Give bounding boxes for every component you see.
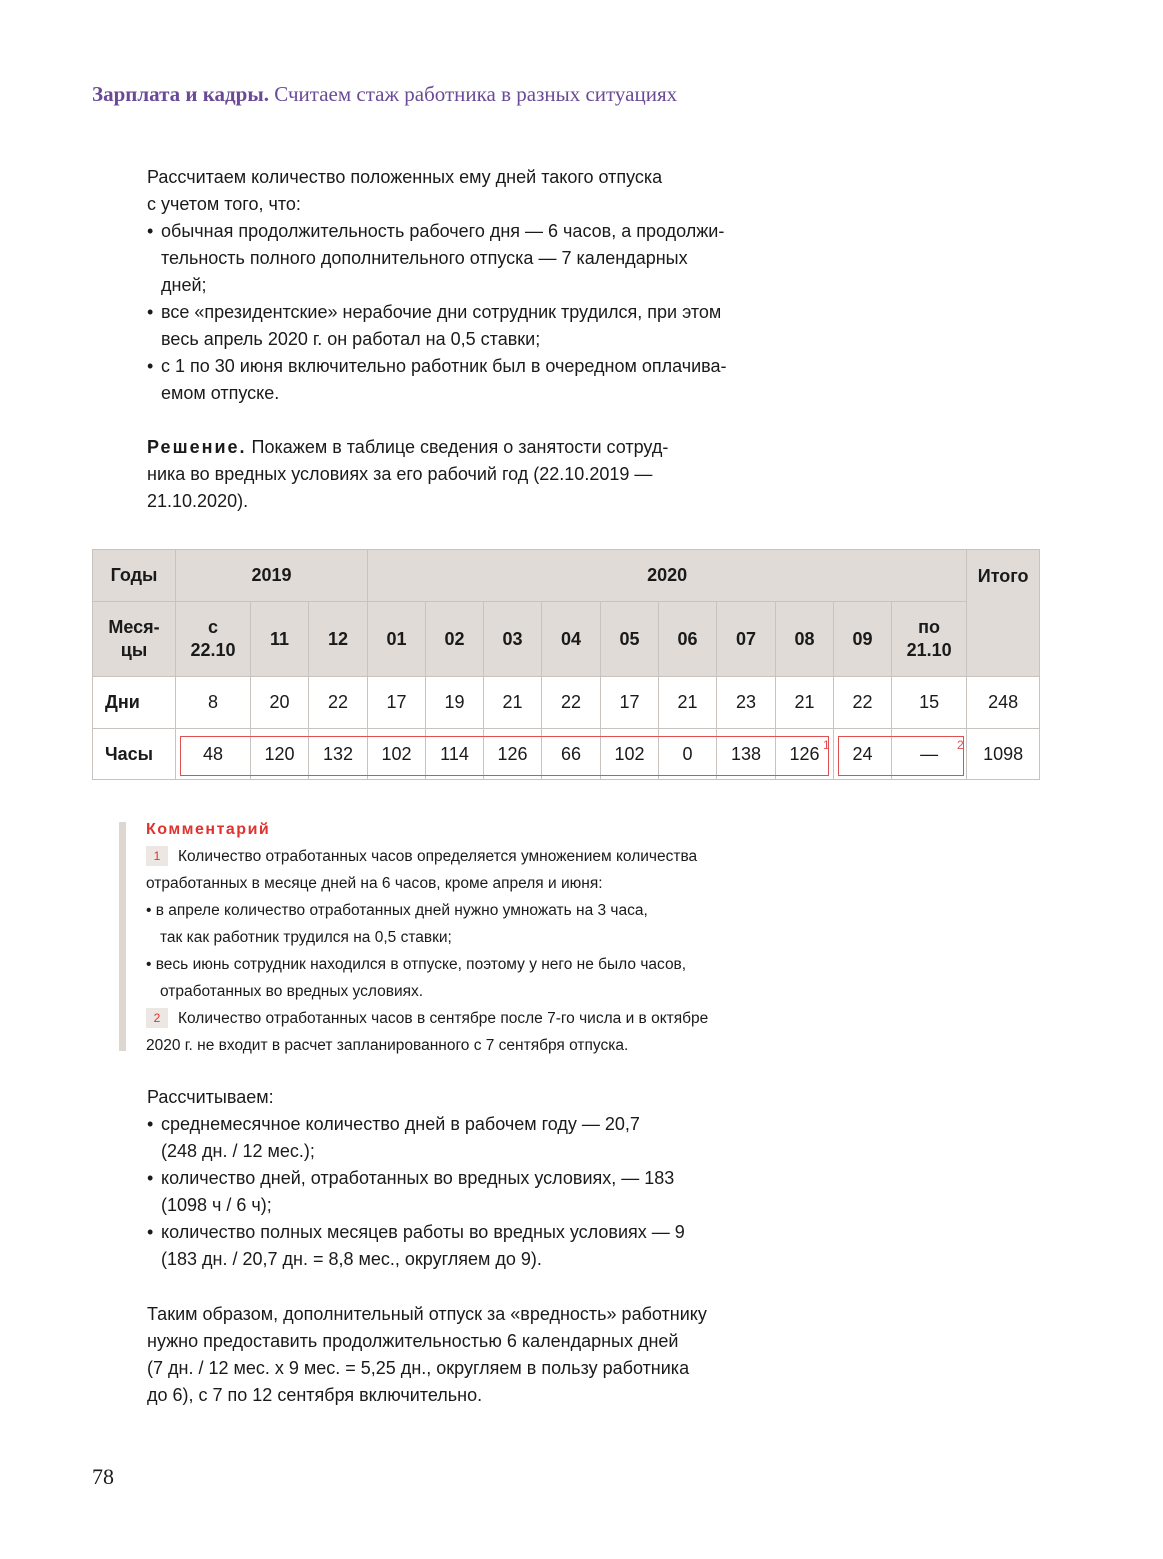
months-row bbox=[93, 602, 1040, 677]
conclusion-line: нужно предоставить продолжительностью 6 календарных дней bbox=[147, 1331, 679, 1351]
comment-block: Комментарий 1 Количество отработанных часов определяется умножением количества отработанных в месяце дней на 6 часов, кроме апреля и июня: • в апреле количество отработанных дней нужно умножать на 3 часа, так как работник трудился на 0,5 ставки; • весь июнь сотрудник находился в отпуске, поэтому у него не было часов, отработанных во вредных условиях. 2 Количество отработанных часов в сентябре после 7-го числа и в октябре 2020 г. не входит в расчет запланированного с 7 сентября отпуска. bbox=[146, 816, 786, 1059]
hours-cell: 114 bbox=[426, 729, 484, 780]
intro-bullet: • все «президентские» нерабочие дни сотрудник трудился, при этом весь апрель 2020 г. он работал на 0,5 ставки; bbox=[147, 299, 787, 353]
bullet-icon: • bbox=[146, 956, 152, 973]
hours-cell: 126 bbox=[484, 729, 542, 780]
intro-lead-line-2: с учетом того, что: bbox=[147, 194, 301, 214]
days-total: 248 bbox=[967, 677, 1040, 729]
conclusion-line: до 6), с 7 по 12 сентября включительно. bbox=[147, 1385, 483, 1405]
solution-block bbox=[147, 434, 787, 515]
conclusion-block bbox=[147, 1301, 787, 1409]
days-cell: 8 bbox=[176, 677, 251, 729]
total-header: Итого bbox=[967, 550, 1040, 677]
bullet-icon: • bbox=[147, 1222, 154, 1242]
solution-line-2: ника во вредных условиях за его рабочий год (22.10.2019 — bbox=[147, 464, 653, 484]
days-cell: 19 bbox=[426, 677, 484, 729]
month-cell: 07 bbox=[717, 602, 776, 677]
footnote-marker-1: 1 bbox=[823, 738, 830, 752]
calc-bullet: • количество дней, отработанных во вредных условиях, — 183 (1098 ч / 6 ч); bbox=[147, 1165, 787, 1219]
days-cell: 21 bbox=[776, 677, 834, 729]
month-cell: с 22.10 bbox=[176, 602, 251, 677]
year-2019: 2019 bbox=[176, 550, 368, 602]
hours-label: Часы bbox=[93, 729, 176, 780]
hours-cell: 66 bbox=[542, 729, 601, 780]
days-label: Дни bbox=[93, 677, 176, 729]
bullet-icon: • bbox=[147, 221, 154, 241]
hours-cell: — bbox=[892, 729, 967, 780]
bullet-icon: • bbox=[147, 1168, 154, 1188]
bullet-icon: • bbox=[146, 902, 152, 919]
month-cell: 06 bbox=[659, 602, 717, 677]
year-2020: 2020 bbox=[368, 550, 967, 602]
years-label: Годы bbox=[93, 550, 176, 602]
intro-bullet: • обычная продолжительность рабочего дня — 6 часов, а продолжи- тельность полного дополнительного отпуска — 7 календарных дней; bbox=[147, 218, 787, 299]
calc-lead: Рассчитываем: bbox=[147, 1087, 274, 1107]
days-cell: 21 bbox=[659, 677, 717, 729]
note-number-1: 1 bbox=[146, 846, 168, 866]
days-cell: 20 bbox=[251, 677, 309, 729]
topic-title: Считаем стаж работника в разных ситуациях bbox=[274, 82, 678, 106]
hours-cell: 0 bbox=[659, 729, 717, 780]
hours-table bbox=[92, 549, 1040, 780]
conclusion-line: (7 дн. / 12 мес. х 9 мес. = 5,25 дн., округляем в пользу работника bbox=[147, 1358, 690, 1378]
months-label: Меся- цы bbox=[93, 602, 176, 677]
footnote-marker-2: 2 bbox=[957, 738, 964, 752]
month-cell: 11 bbox=[251, 602, 309, 677]
days-cell: 23 bbox=[717, 677, 776, 729]
comment-title: Комментарий bbox=[146, 821, 271, 838]
note-number-2: 2 bbox=[146, 1008, 168, 1028]
hours-cell: 132 bbox=[309, 729, 368, 780]
month-cell: 05 bbox=[601, 602, 659, 677]
calc-bullet: • количество полных месяцев работы во вредных условиях — 9 (183 дн. / 20,7 дн. = 8,8 мес., округляем до 9). bbox=[147, 1219, 787, 1273]
days-cell: 22 bbox=[309, 677, 368, 729]
month-cell: 04 bbox=[542, 602, 601, 677]
days-cell: 22 bbox=[542, 677, 601, 729]
days-cell: 21 bbox=[484, 677, 542, 729]
hours-cell: 138 bbox=[717, 729, 776, 780]
month-cell: 02 bbox=[426, 602, 484, 677]
intro-bullet: • с 1 по 30 июня включительно работник был в очередном оплачива- емом отпуске. bbox=[147, 353, 787, 407]
month-cell: 12 bbox=[309, 602, 368, 677]
days-cell: 17 bbox=[368, 677, 426, 729]
years-row bbox=[93, 550, 1040, 602]
bullet-icon: • bbox=[147, 356, 154, 376]
hours-cell: 126 bbox=[776, 729, 834, 780]
hours-cell: 102 bbox=[368, 729, 426, 780]
days-cell: 15 bbox=[892, 677, 967, 729]
solution-line-1: Решение. Покажем в таблице сведения о занятости сотруд- bbox=[147, 437, 669, 457]
intro-bullet-list bbox=[147, 218, 787, 407]
solution-label: Решение. bbox=[147, 437, 247, 457]
comment-bullet: • весь июнь сотрудник находился в отпуске, поэтому у него не было часов, bbox=[146, 956, 687, 973]
days-cell: 17 bbox=[601, 677, 659, 729]
calc-bullet: • среднемесячное количество дней в рабочем году — 20,7 (248 дн. / 12 мес.); bbox=[147, 1111, 787, 1165]
hours-cell: 120 bbox=[251, 729, 309, 780]
calc-bullet-list bbox=[147, 1111, 787, 1273]
conclusion-line: Таким образом, дополнительный отпуск за «вредность» работнику bbox=[147, 1304, 707, 1324]
hours-cell: 102 bbox=[601, 729, 659, 780]
days-cell: 22 bbox=[834, 677, 892, 729]
bullet-icon: • bbox=[147, 302, 154, 322]
comment-sidebar-bar bbox=[119, 822, 126, 1051]
section-title: Зарплата и кадры. bbox=[92, 82, 270, 106]
month-cell: 01 bbox=[368, 602, 426, 677]
calc-block bbox=[147, 1084, 787, 1273]
month-cell: по 21.10 bbox=[892, 602, 967, 677]
hours-row bbox=[93, 729, 1040, 780]
month-cell: 09 bbox=[834, 602, 892, 677]
comment-note-1: 1 Количество отработанных часов определяется умножением количества bbox=[146, 843, 786, 870]
solution-line-3: 21.10.2020). bbox=[147, 491, 249, 511]
month-cell: 08 bbox=[776, 602, 834, 677]
comment-note-2: 2 Количество отработанных часов в сентябре после 7-го числа и в октябре bbox=[146, 1005, 786, 1032]
hours-total: 1098 bbox=[967, 729, 1040, 780]
intro-block bbox=[147, 164, 787, 407]
hours-cell: 48 bbox=[176, 729, 251, 780]
month-cell: 03 bbox=[484, 602, 542, 677]
hours-table-wrapper bbox=[92, 549, 1040, 780]
intro-lead-line-1: Рассчитаем количество положенных ему дней такого отпуска bbox=[147, 167, 663, 187]
bullet-icon: • bbox=[147, 1114, 154, 1134]
days-row bbox=[93, 677, 1040, 729]
hours-cell: 24 bbox=[834, 729, 892, 780]
comment-bullet: • в апреле количество отработанных дней нужно умножать на 3 часа, bbox=[146, 902, 648, 919]
running-head bbox=[92, 82, 677, 107]
page-number: 78 bbox=[92, 1464, 114, 1489]
